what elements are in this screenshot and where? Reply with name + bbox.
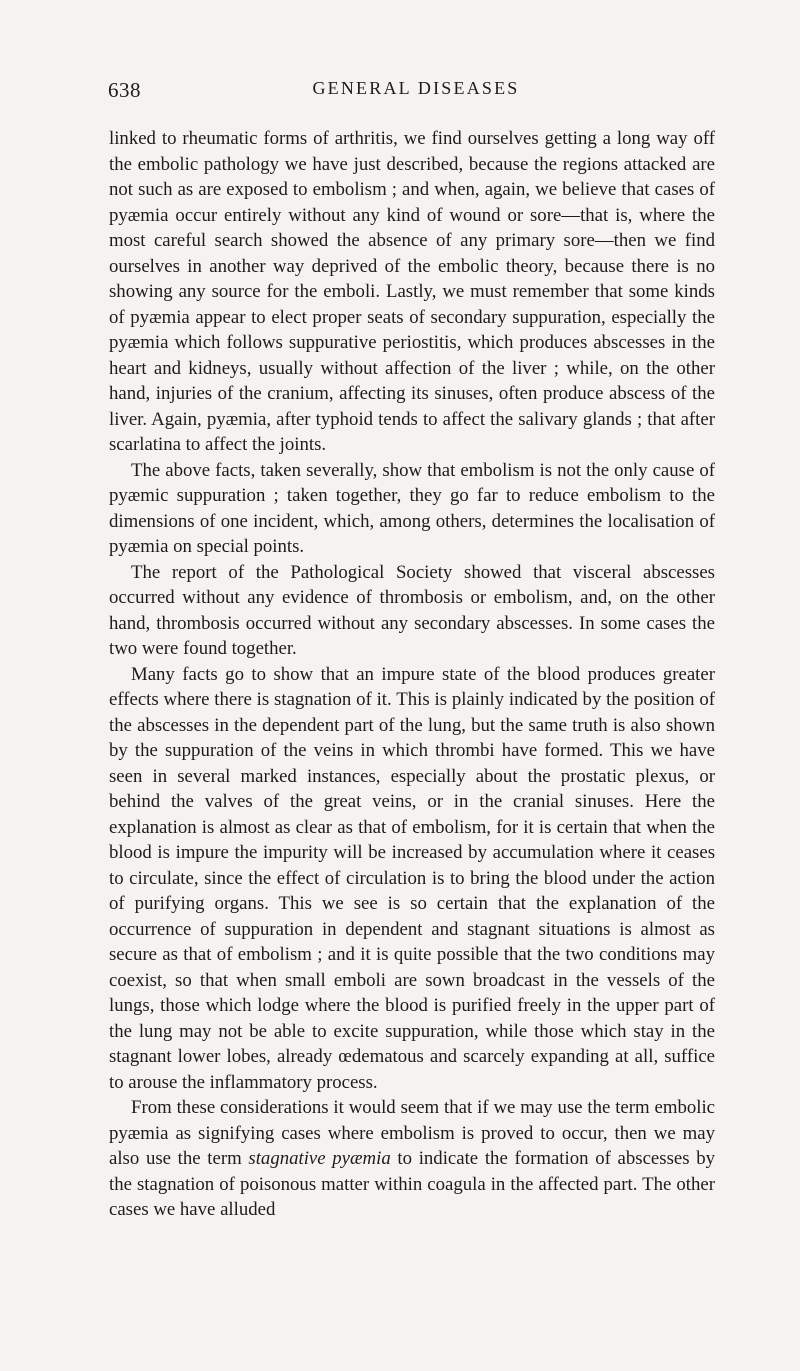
page-header [108,78,714,114]
paragraph-5-text-before: From these considerations it would seem that if we may use the term embolic pyæmia as signifying cases where embolism is proved to occur, then we may also use the term [109,1097,715,1169]
page-number: 638 [108,78,141,102]
body-text [109,126,715,1223]
running-head: GENERAL DISEASES [312,78,520,98]
paragraph-4: Many facts go to show that an impure state of the blood produces greater effects where there is stagnation of it. This is plainly indicated by the position of the abscesses in the dependent part of the lung, but the same truth is also shown by the suppuration of the veins in which thrombi have formed. This we have seen in several marked instances, especially about the prostatic plexus, or behind the valves of the great veins, or in the cranial sinuses. Here the explanation is almost as clear as that of embolism, for it is certain that when the blood is impure the impurity will be increased by accumulation where it ceases to circulate, since the effect of circulation is to bring the blood under the action of purifying organs. This we see is so certain that the explanation of the occurrence of suppuration in dependent and stagnant situations is almost as secure as that of embolism ; and it is quite possible that the two conditions may coexist, so that when small emboli are sown broadcast in the vessels of the lungs, those which lodge where the blood is purified freely in the upper part of the lung may not be able to excite suppuration, while those which stay in the stagnant lower lobes, already œdematous and scarcely expanding at all, suffice to arouse the inflammatory process. [109,663,715,1093]
paragraph-5-text-after: to indicate the formation of abscesses by the stagnation of poisonous matter within coagula in the affected part. The other cases we have alluded [109,1148,715,1220]
paragraph-1: linked to rheumatic forms of arthritis, we find ourselves getting a long way off the embolic pathology we have just described, because the regions attacked are not such as are exposed to embolism ; and when, again, we believe that cases of pyæmia occur entirely without any kind of wound or sore—that is, where the most careful search showed the absence of any primary sore—then we find ourselves in another way deprived of the embolic theory, because there is no showing any source for the emboli. Lastly, we must remember that some kinds of pyæmia appear to elect proper seats of secondary suppuration, especially the pyæmia which follows suppurative periostitis, which produces abscesses in the heart and kidneys, usually without affection of the liver ; while, on the other hand, injuries of the cranium, affecting its sinuses, often produce abscess of the liver. Again, pyæmia, after typhoid tends to affect the salivary glands ; that after scarlatina to affect the joints. [109,128,715,455]
paragraph-5 [109,1095,715,1223]
paragraph-3: The report of the Pathological Society showed that visceral abscesses occurred without any evidence of thrombosis or embolism, and, on the other hand, thrombosis occurred without any secondary abscesses. In some cases the two were found together. [109,561,715,659]
paragraph-2: The above facts, taken severally, show that embolism is not the only cause of pyæmic suppuration ; taken together, they go far to reduce embolism to the dimensions of one incident, which, among others, determines the localisation of pyæmia on special points. [109,459,715,557]
emphasis-stagnative-pyaemia: stagnative pyæmia [248,1148,391,1169]
